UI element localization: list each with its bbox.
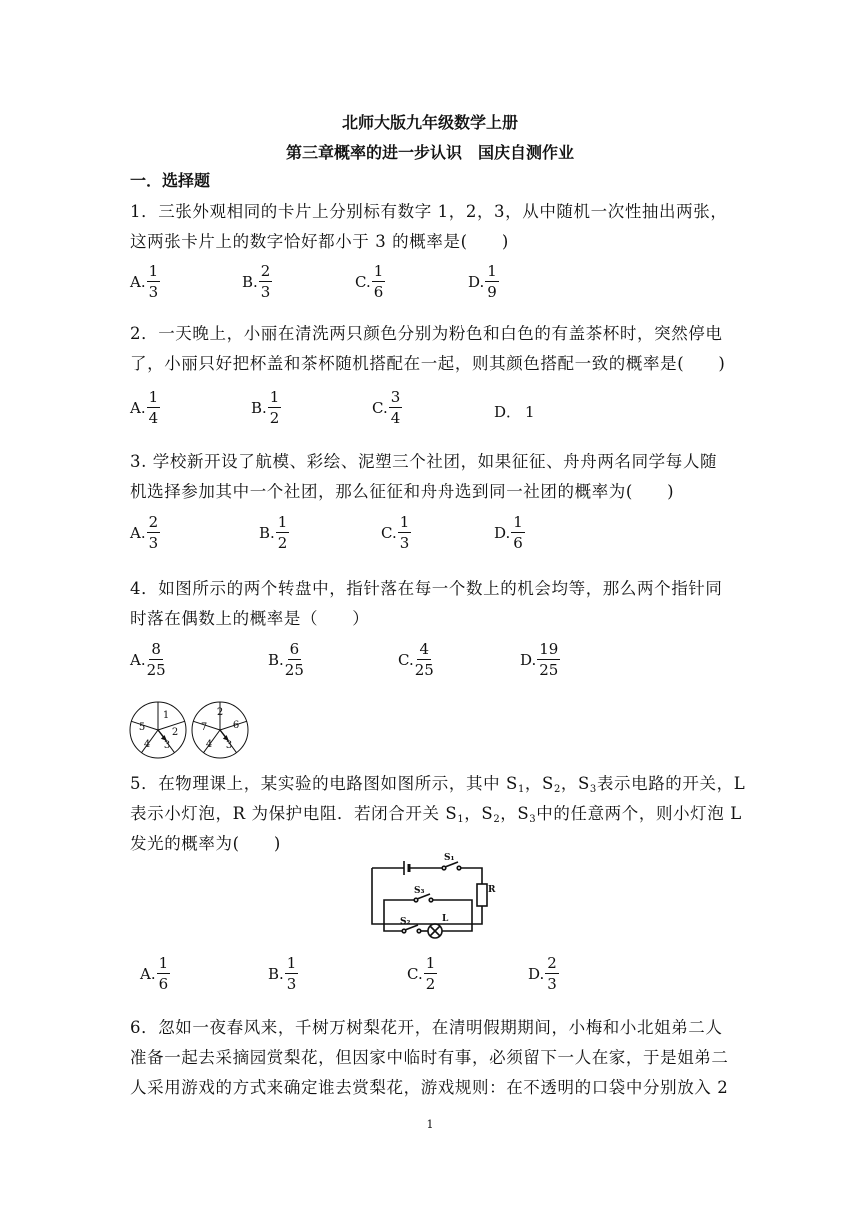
option-d: D. $\frac{1}{9}$ xyxy=(468,262,497,301)
option-c: C. $\frac{1}{2}$ xyxy=(407,954,436,993)
option-a: A. $\frac{8}{25}$ xyxy=(130,640,166,679)
spinner-left-sector-label: 5 xyxy=(138,722,146,733)
circuit-label-s3: S₃ xyxy=(414,886,425,896)
section-heading: 一．选择题 xyxy=(130,171,211,190)
question-3-line-1: 3. 学校新开设了航模、彩绘、泥塑三个社团，如果征征、舟舟两名同学每人随 xyxy=(130,452,718,471)
circuit-label-s2: S₂ xyxy=(400,917,411,927)
question-1-line-2: 这两张卡片上的数字恰好都小于 3 的概率是( ) xyxy=(130,232,509,251)
option-a: A. $\frac{2}{3}$ xyxy=(130,513,159,552)
question-2-line-1: 2．一天晚上，小丽在清洗两只颜色分别为粉色和白色的有盖茶杯时，突然停电 xyxy=(130,324,723,343)
question-4-line-1: 4．如图所示的两个转盘中，指针落在每一个数上的机会均等，那么两个指针同 xyxy=(130,579,723,598)
page-number: 1 xyxy=(426,1118,434,1131)
circuit-diagram xyxy=(362,850,494,940)
option-c: C. $\frac{4}{25}$ xyxy=(398,640,434,679)
option-d: D. $\frac{19}{25}$ xyxy=(520,640,559,679)
option-b: B. $\frac{1}{2}$ xyxy=(259,513,288,552)
spinner-right-sector-label: 4 xyxy=(205,739,213,750)
question-1-line-1: 1．三张外观相同的卡片上分别标有数字 1，2，3，从中随机一次性抽出两张， xyxy=(130,202,728,221)
option-d: D. $\frac{1}{6}$ xyxy=(494,513,523,552)
circuit-label-r: R xyxy=(488,885,496,895)
question-5-line-2: 表示小灯泡，R 为保护电阻．若闭合开关 $S_1$，$S_2$，$S_3$中的任意两个，则小灯泡 L xyxy=(130,804,742,825)
option-b: B. $\frac{1}{2}$ xyxy=(251,388,280,427)
spinner-right-sector-label: 2 xyxy=(216,707,224,718)
page-title: 北师大版九年级数学上册 xyxy=(341,113,518,132)
question-6-line-3: 人采用游戏的方式来确定谁去赏梨花，游戏规则：在不透明的口袋中分别放入 2 xyxy=(130,1078,729,1097)
option-c: C. $\frac{3}{4}$ xyxy=(372,388,401,427)
option-b: B. $\frac{1}{3}$ xyxy=(268,954,297,993)
spinner-left-sector-label: 2 xyxy=(171,727,179,738)
spinner-left-sector-label: 4 xyxy=(143,739,151,750)
circuit-label-s1: S₁ xyxy=(444,853,455,863)
spinner-right-sector-label: 3 xyxy=(225,740,233,751)
option-b: B. $\frac{6}{25}$ xyxy=(268,640,304,679)
option-b: B. $\frac{2}{3}$ xyxy=(242,262,271,301)
spinner-left-sector-label: 3 xyxy=(163,740,171,751)
question-6-line-2: 准备一起去采摘园赏梨花，但因家中临时有事，必须留下一人在家，于是姐弟二 xyxy=(130,1048,729,1067)
spinner-right-sector-label: 7 xyxy=(200,722,208,733)
question-4-line-2: 时落在偶数上的概率是（ ） xyxy=(130,609,370,628)
option-d: D． 1 xyxy=(494,402,535,421)
option-c: C. $\frac{1}{3}$ xyxy=(381,513,410,552)
spinner-left-sector-label: 1 xyxy=(162,710,170,721)
spinner-left xyxy=(130,702,186,758)
page-subtitle: 第三章概率的进一步认识 国庆自测作业 xyxy=(285,143,574,162)
option-a: A. $\frac{1}{3}$ xyxy=(130,262,159,301)
question-5-line-1: 5．在物理课上，某实验的电路图如图所示，其中 $S_1$，$S_2$，$S_3$表示电路的开关，L xyxy=(130,774,746,795)
question-5-line-3: 发光的概率为( ) xyxy=(130,834,281,853)
question-6-line-1: 6．忽如一夜春风来，千树万树梨花开，在清明假期期间，小梅和小北姐弟二人 xyxy=(130,1018,723,1037)
question-3-line-2: 机选择参加其中一个社团，那么征征和舟舟选到同一社团的概率为( ) xyxy=(130,482,675,501)
option-a: A. $\frac{1}{4}$ xyxy=(130,388,159,427)
circuit-label-l: L xyxy=(442,914,449,924)
spinner-right xyxy=(192,702,248,758)
spinners-figure xyxy=(128,700,252,760)
option-a: A. $\frac{1}{6}$ xyxy=(140,954,169,993)
option-c: C. $\frac{1}{6}$ xyxy=(355,262,384,301)
question-2-line-2: 了，小丽只好把杯盖和茶杯随机搭配在一起，则其颜色搭配一致的概率是( ) xyxy=(130,354,726,373)
option-d: D. $\frac{2}{3}$ xyxy=(528,954,557,993)
spinner-right-sector-label: 6 xyxy=(232,720,240,731)
